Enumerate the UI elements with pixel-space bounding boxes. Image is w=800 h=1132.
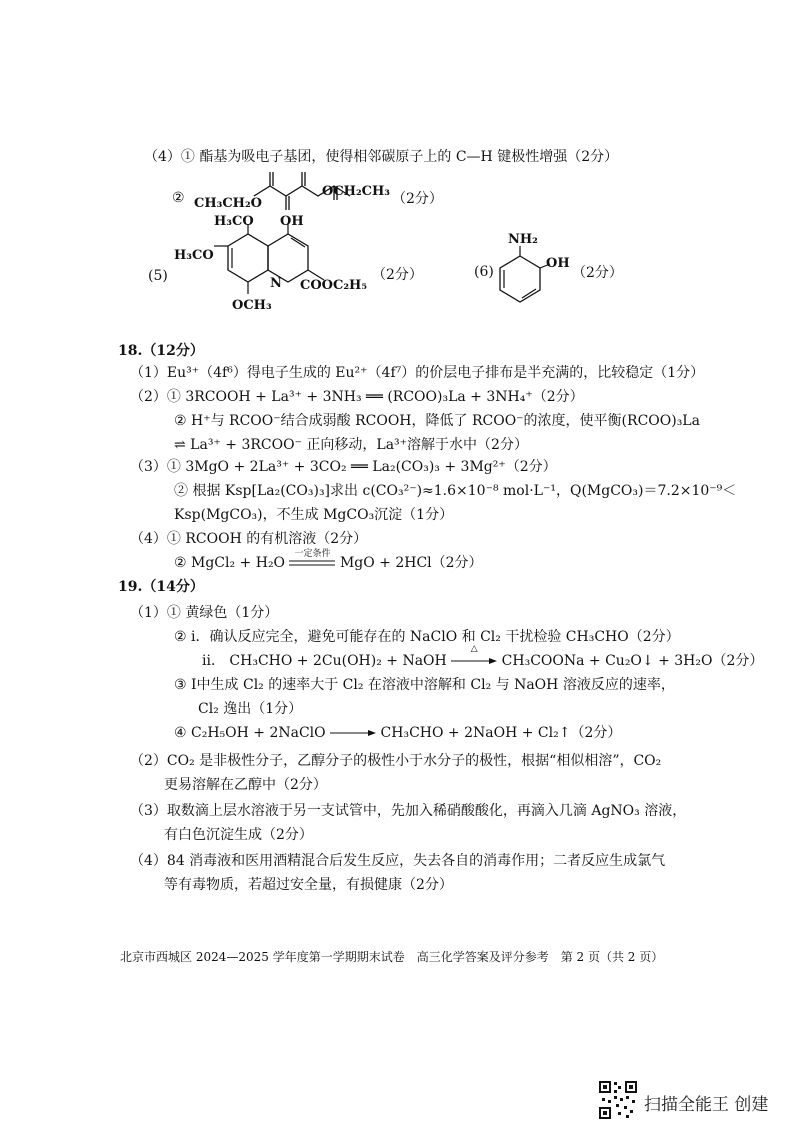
q19-p1-2ii: ii． CH₃CHO + 2Cu(OH)₂ + NaOH △ CH₃COONa + Cu₂O↓ + 3H₂O（2分） — [202, 644, 764, 669]
q19-p4b: 等有毒物质，若超过安全量，有损健康（2分） — [164, 877, 453, 893]
q18-p4-2: ② MgCl₂ + H₂O 一定条件 MgO + 2HCl（2分） — [174, 549, 483, 571]
q17-part5-score: （2分） — [372, 267, 423, 283]
q17-part6-oh: OH — [546, 256, 570, 271]
heat-arrow: △ — [451, 656, 497, 666]
q17-part5-oh: OH — [280, 214, 304, 229]
scanner-watermark: 扫描全能王 创建 — [644, 1095, 769, 1115]
q17-part4-item2-right: OCH₂CH₃ — [322, 184, 390, 199]
q18-p2-2a: ② H⁺与 RCOO⁻结合成弱酸 RCOOH，降低了 RCOO⁻的浓度，使平衡(RCOO)₃La — [174, 413, 700, 429]
q17-part6-score: （2分） — [572, 265, 623, 281]
q19-p2b: 更易溶解在乙醇中（2分） — [164, 777, 327, 793]
q17-part4-item1: （4）① 酯基为吸电子基团，使得相邻碳原子上的 C—H 键极性增强（2分） — [144, 149, 619, 165]
q17-part4-item2-score: （2分） — [392, 191, 443, 207]
q17-part5-cooc2h5: COOC₂H₅ — [300, 278, 368, 293]
q17-part5-num: (5) — [148, 268, 168, 284]
q17-part4-item2-left: CH₃CH₂O — [194, 196, 262, 211]
q19-p1-3a: ③ Ⅰ中生成 Cl₂ 的速率大于 Cl₂ 在溶液中溶解和 Cl₂ 与 NaOH 溶液反应的速率， — [174, 677, 675, 693]
q19-p1-3b: Cl₂ 逸出（1分） — [198, 701, 303, 717]
q19-p4a: （4）84 消毒液和医用酒精混合后发生反应，失去各自的消毒作用；二者反应生成氯气 — [130, 853, 666, 869]
quinoline-structure — [190, 222, 360, 322]
q17-part5-h3co-top: H₃CO — [214, 214, 254, 229]
q17-part5-h3co-left: H₃CO — [174, 248, 214, 263]
reaction-arrow — [330, 728, 376, 738]
q17-part5-och3: OCH₃ — [232, 298, 272, 313]
q19-heading: 19.（14分） — [118, 579, 204, 595]
q17-part6-nh2: NH₂ — [508, 232, 538, 247]
q19-p3b: 有白色沉淀生成（2分） — [164, 827, 313, 843]
q18-p1: （1）Eu³⁺（4f⁶）得电子生成的 Eu²⁺（4f⁷）的价层电子排布是半充满的，比较稳定（1分） — [130, 365, 705, 381]
q18-p3-1: （3）① 3MgO + 2La³⁺ + 3CO₂ ══ La₂(CO₃)₃ + 3Mg²⁺（2分） — [130, 459, 557, 475]
q18-p3-2b: Ksp(MgCO₃)，不生成 MgCO₃沉淀（1分） — [174, 507, 454, 523]
q18-p2-2b: ⇌ La³⁺ + 3RCOO⁻ 正向移动，La³⁺溶解于水中（2分） — [174, 437, 528, 453]
q19-p1-2i: ② i．确认反应完全，避免可能存在的 NaClO 和 Cl₂ 干扰检验 CH₃CHO（2分） — [174, 629, 680, 645]
condition-equals-sign: 一定条件 — [294, 549, 331, 559]
q18-p3-2a: ② 根据 Ksp[La₂(CO₃)₃]求出 c(CO₃²⁻)≈1.6×10⁻⁸ mol·L⁻¹，Q(MgCO₃)＝7.2×10⁻⁹＜ — [174, 483, 737, 499]
q17-part6-num: (6) — [474, 264, 494, 280]
q17-part5-n: N — [270, 276, 282, 291]
q19-p1-4: ④ C₂H₅OH + 2NaClO CH₃CHO + 2NaOH + Cl₂↑（2分） — [174, 725, 622, 741]
page-footer: 北京市西城区 2024—2025 学年度第一学期期末试卷 高三化学答案及评分参考 第 2 页（共 2 页） — [120, 950, 664, 964]
q19-p1-1: （1）① 黄绿色（1分） — [130, 605, 279, 621]
q19-p3a: （3）取数滴上层水溶液于另一支试管中，先加入稀硝酸酸化，再滴入几滴 AgNO₃ 溶液， — [130, 803, 687, 819]
q18-heading: 18.（12分） — [118, 343, 204, 359]
aminophenol-structure — [494, 240, 564, 310]
q18-p2-1: （2）① 3RCOOH + La³⁺ + 3NH₃ ══ (RCOO)₃La + 3NH₄⁺（2分） — [130, 389, 584, 405]
q18-p4-1: （4）① RCOOH 的有机溶液（2分） — [130, 531, 368, 547]
qr-code-icon — [598, 1080, 638, 1120]
q17-part4-item2-circ: ② — [172, 190, 185, 206]
q19-p2a: （2）CO₂ 是非极性分子，乙醇分子的极性小于水分子的极性，根据“相似相溶”，CO₂ — [130, 753, 662, 769]
